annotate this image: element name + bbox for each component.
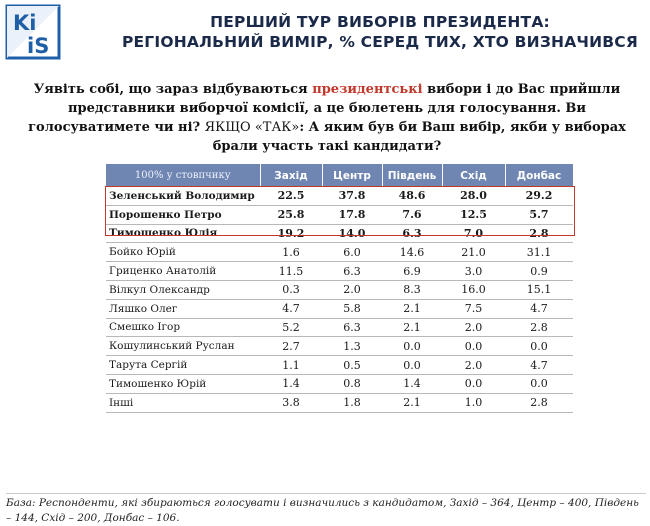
value-cell: 2.0 [442,356,505,375]
value-cell: 1.3 [322,337,382,356]
candidate-name: Кошулинський Руслан [106,337,260,356]
value-cell: 1.0 [442,393,505,412]
value-cell: 0.0 [505,374,573,393]
value-cell: 7.6 [382,205,442,224]
value-cell: 1.4 [260,374,322,393]
value-cell: 2.8 [505,318,573,337]
table-row [106,224,573,243]
value-cell: 0.0 [505,337,573,356]
table-row [106,337,573,356]
title-line-1: ПЕРШИЙ ТУР ВИБОРІВ ПРЕЗИДЕНТА: [210,13,550,31]
value-cell: 1.8 [322,393,382,412]
footnote: База: Респонденти, які збираються голосувати і визначились з кандидатом, Захід – 364, Центр – 400, Південь – 144, Схід – 200, Донбас – 106. [6,497,639,524]
candidate-name: Смешко Ігор [106,318,260,337]
table-row [106,187,573,205]
table-row [106,280,573,299]
question-highlight: президентські [312,82,423,97]
value-cell: 6.0 [322,243,382,262]
value-cell: 2.1 [382,299,442,318]
value-cell: 12.5 [442,205,505,224]
value-cell: 6.3 [322,318,382,337]
column-header: Схід [442,164,505,187]
table-row [106,318,573,337]
value-cell: 6.3 [382,224,442,243]
value-cell: 15.1 [505,280,573,299]
value-cell: 5.8 [322,299,382,318]
value-cell: 2.8 [505,393,573,412]
value-cell: 6.3 [322,262,382,281]
page-title [120,12,640,52]
value-cell: 0.0 [442,337,505,356]
logo-text-top: Ki [13,11,37,35]
candidate-name: Тимошенко Юлія [106,224,260,243]
value-cell: 48.6 [382,187,442,205]
value-cell: 14.0 [322,224,382,243]
question-part-3: ЯКЩО «ТАК» [204,120,300,135]
candidate-name: Ляшко Олег [106,299,260,318]
value-cell: 4.7 [505,356,573,375]
value-cell: 16.0 [442,280,505,299]
value-cell: 7.5 [442,299,505,318]
logo-text-bottom: iS [27,34,50,58]
value-cell: 2.1 [382,393,442,412]
value-cell: 8.3 [382,280,442,299]
value-cell: 0.9 [505,262,573,281]
value-cell: 31.1 [505,243,573,262]
table-row [106,205,573,224]
results-table [106,164,574,413]
value-cell: 1.6 [260,243,322,262]
value-cell: 5.2 [260,318,322,337]
value-cell: 6.9 [382,262,442,281]
table-row [106,356,573,375]
kiis-logo [4,3,62,61]
value-cell: 3.0 [442,262,505,281]
value-cell: 25.8 [260,205,322,224]
value-cell: 2.0 [442,318,505,337]
candidate-name: Тимошенко Юрій [106,374,260,393]
value-cell: 4.7 [505,299,573,318]
value-cell: 0.0 [382,356,442,375]
question-part-4: : А яким був би Ваш вибір, якби у виборах брали участь такі кандидати? [212,120,626,154]
column-header: Захід [260,164,322,187]
value-cell: 21.0 [442,243,505,262]
value-cell: 0.0 [382,337,442,356]
value-cell: 2.7 [260,337,322,356]
candidate-name: Тарута Сергій [106,356,260,375]
table-row [106,299,573,318]
candidate-name: Гриценко Анатолій [106,262,260,281]
title-line-2: РЕГІОНАЛЬНИЙ ВИМІР, % СЕРЕД ТИХ, ХТО ВИЗНАЧИВСЯ [121,33,639,51]
column-header: Центр [322,164,382,187]
value-cell: 1.4 [382,374,442,393]
value-cell: 0.5 [322,356,382,375]
candidate-name: Бойко Юрій [106,243,260,262]
value-cell: 3.8 [260,393,322,412]
survey-question [28,80,626,156]
value-cell: 1.1 [260,356,322,375]
value-cell: 19.2 [260,224,322,243]
value-cell: 29.2 [505,187,573,205]
value-cell: 0.0 [442,374,505,393]
value-cell: 22.5 [260,187,322,205]
value-cell: 0.8 [322,374,382,393]
value-cell: 11.5 [260,262,322,281]
table-row [106,243,573,262]
footnote-divider [6,493,646,494]
value-cell: 0.3 [260,280,322,299]
candidate-name: Порошенко Петро [106,205,260,224]
question-part-2: вибори і до Вас прийшли представники виборчої комісії, а це бюлетень для голосування. Ви голосуватимете чи ні? [28,82,621,135]
value-cell: 2.0 [322,280,382,299]
value-cell: 2.8 [505,224,573,243]
value-cell: 14.6 [382,243,442,262]
value-cell: 37.8 [322,187,382,205]
value-cell: 5.7 [505,205,573,224]
candidate-name: Зеленський Володимир [106,187,260,205]
column-header: Донбас [505,164,573,187]
candidate-name: Інші [106,393,260,412]
stub-header: 100% у стовпчику [106,164,260,187]
value-cell: 2.1 [382,318,442,337]
question-part-1: Уявіть собі, що зараз відбуваються [33,82,313,97]
value-cell: 28.0 [442,187,505,205]
table-row [106,374,573,393]
value-cell: 17.8 [322,205,382,224]
table-row [106,262,573,281]
value-cell: 7.0 [442,224,505,243]
candidate-name: Вілкул Олександр [106,280,260,299]
table-header-row [106,164,573,187]
table-row [106,393,573,412]
column-header: Південь [382,164,442,187]
value-cell: 4.7 [260,299,322,318]
